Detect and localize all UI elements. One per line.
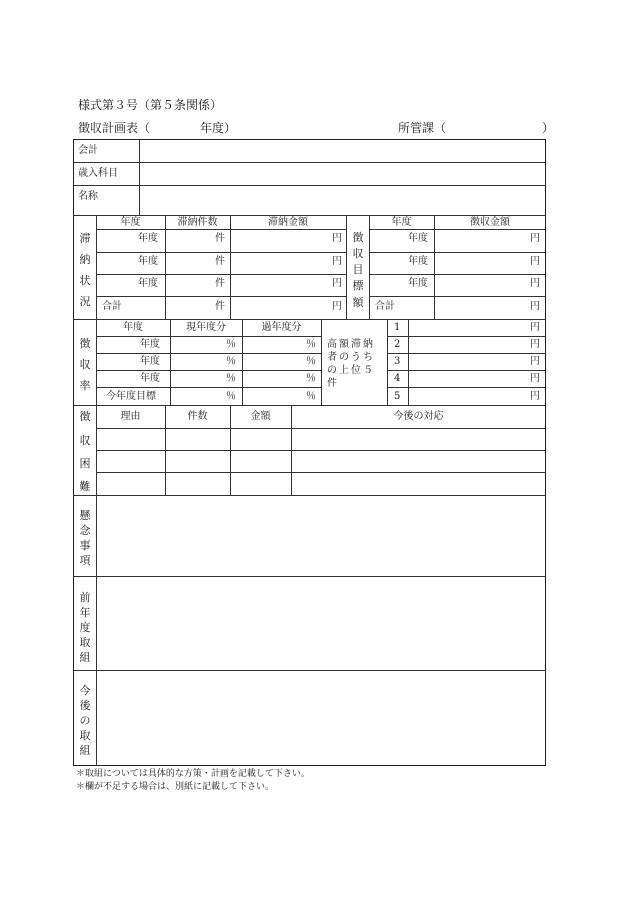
target-row-year: 年度 [408,256,428,267]
department-label: 所管課（ [398,121,447,135]
rate-goal-current-unit: ％ [226,391,236,402]
future-efforts-field[interactable] [100,674,542,762]
account-field[interactable] [145,143,541,159]
arrears-total-amount-unit: 円 [332,301,342,312]
target-side-char: 額 [352,296,364,309]
top5-row-number: 4 [394,373,401,384]
top5-row-unit: 円 [530,391,540,402]
difficulty-side-char: 徴 [79,410,91,423]
difficulty-header-action: 今後の対応 [393,411,444,422]
rate-row-past-unit: ％ [306,356,316,367]
target-row-year: 年度 [408,278,428,289]
difficulty-header-reason: 理由 [120,411,141,422]
arrears-total-label: 合計 [102,301,122,312]
arrears-row-count-unit: 件 [215,278,225,289]
arrears-row-amount-unit: 円 [332,278,342,289]
target-row-unit: 円 [530,256,540,267]
name-label: 名称 [78,191,98,202]
footnote: ＊欄が不足する場合は、別紙に記載して下さい。 [76,782,275,792]
target-side-char: 収 [352,247,364,260]
rate-goal-label: 今年度目標 [106,391,156,402]
form-number: 様式第３号（第５条関係） [78,98,223,112]
prev-efforts-label: 前年度取組 [79,591,91,664]
plan-year-suffix: 年度） [200,121,237,135]
future-efforts-label: 今後の取組 [79,684,91,757]
arrears-row-count-unit: 件 [215,256,225,267]
difficulty-side-char: 困 [79,457,91,470]
arrears-row-amount-unit: 円 [332,233,342,244]
top5-row-number: 1 [394,322,401,333]
rate-header-current: 現年度分 [186,322,226,333]
footnote: ＊取組については具体的な方策・計画を記載して下さい。 [76,769,310,779]
rate-header-year: 年度 [123,322,143,333]
arrears-row-year: 年度 [138,256,158,267]
arrears-row-year: 年度 [138,278,158,289]
revenue-item-field[interactable] [145,166,541,182]
arrears-side-char: 納 [79,253,91,266]
top5-row-unit: 円 [530,339,540,350]
rate-row-current-unit: ％ [226,339,236,350]
arrears-header-count: 滞納件数 [177,217,218,228]
target-side-char: 標 [352,279,364,292]
plan-title: 徴収計画表（ [78,121,151,135]
rate-header-past: 過年度分 [261,322,302,333]
difficulty-header-count: 件数 [187,411,208,422]
difficulty-side-char: 収 [79,434,91,447]
target-row-unit: 円 [530,278,540,289]
prev-efforts-field[interactable] [100,580,542,666]
top5-row-unit: 円 [530,322,540,333]
arrears-row-year: 年度 [138,233,158,244]
revenue-item-label: 歳入科目 [78,168,118,179]
difficulty-side-char: 難 [79,480,91,493]
rate-side-char: 徴 [79,337,91,350]
target-header-amount: 徴収金額 [470,217,510,228]
rate-row-past-unit: ％ [306,339,316,350]
target-side-char: 徴 [352,231,364,244]
target-side-char: 目 [352,263,364,276]
target-total-unit: 円 [530,301,540,312]
difficulty-header-amount: 金額 [250,411,271,422]
rate-row-current-unit: ％ [226,356,236,367]
arrears-side-char: 状 [79,274,91,287]
concerns-label: 懸念事項 [79,509,91,567]
top5-row-unit: 円 [530,356,540,367]
top5-row-unit: 円 [530,373,540,384]
department-close: ） [542,121,555,135]
arrears-header-amount: 滞納金額 [268,217,308,228]
target-total-label: 合計 [375,301,395,312]
target-header-year: 年度 [391,217,412,228]
arrears-side-char: 滞 [79,232,91,245]
concerns-field[interactable] [100,499,542,572]
arrears-side-char: 況 [79,295,91,308]
rate-row-past-unit: ％ [306,373,316,384]
rate-row-year: 年度 [140,356,160,367]
top5-row-number: 5 [394,391,401,402]
arrears-total-count-unit: 件 [215,301,225,312]
name-field[interactable] [145,189,541,211]
arrears-row-count-unit: 件 [215,233,225,244]
top5-label: 高額滞納者のうちの上位５件 [327,339,375,389]
account-label: 会計 [78,145,98,156]
target-row-unit: 円 [530,233,540,244]
rate-side-char: 収 [79,358,91,371]
rate-row-current-unit: ％ [226,373,236,384]
rate-row-year: 年度 [140,339,160,350]
arrears-header-year: 年度 [120,217,141,228]
top5-row-number: 3 [394,356,401,367]
rate-goal-past-unit: ％ [306,391,316,402]
target-row-year: 年度 [408,233,428,244]
rate-row-year: 年度 [140,373,160,384]
rate-side-char: 率 [79,379,91,392]
top5-row-number: 2 [394,339,401,350]
arrears-row-amount-unit: 円 [332,256,342,267]
